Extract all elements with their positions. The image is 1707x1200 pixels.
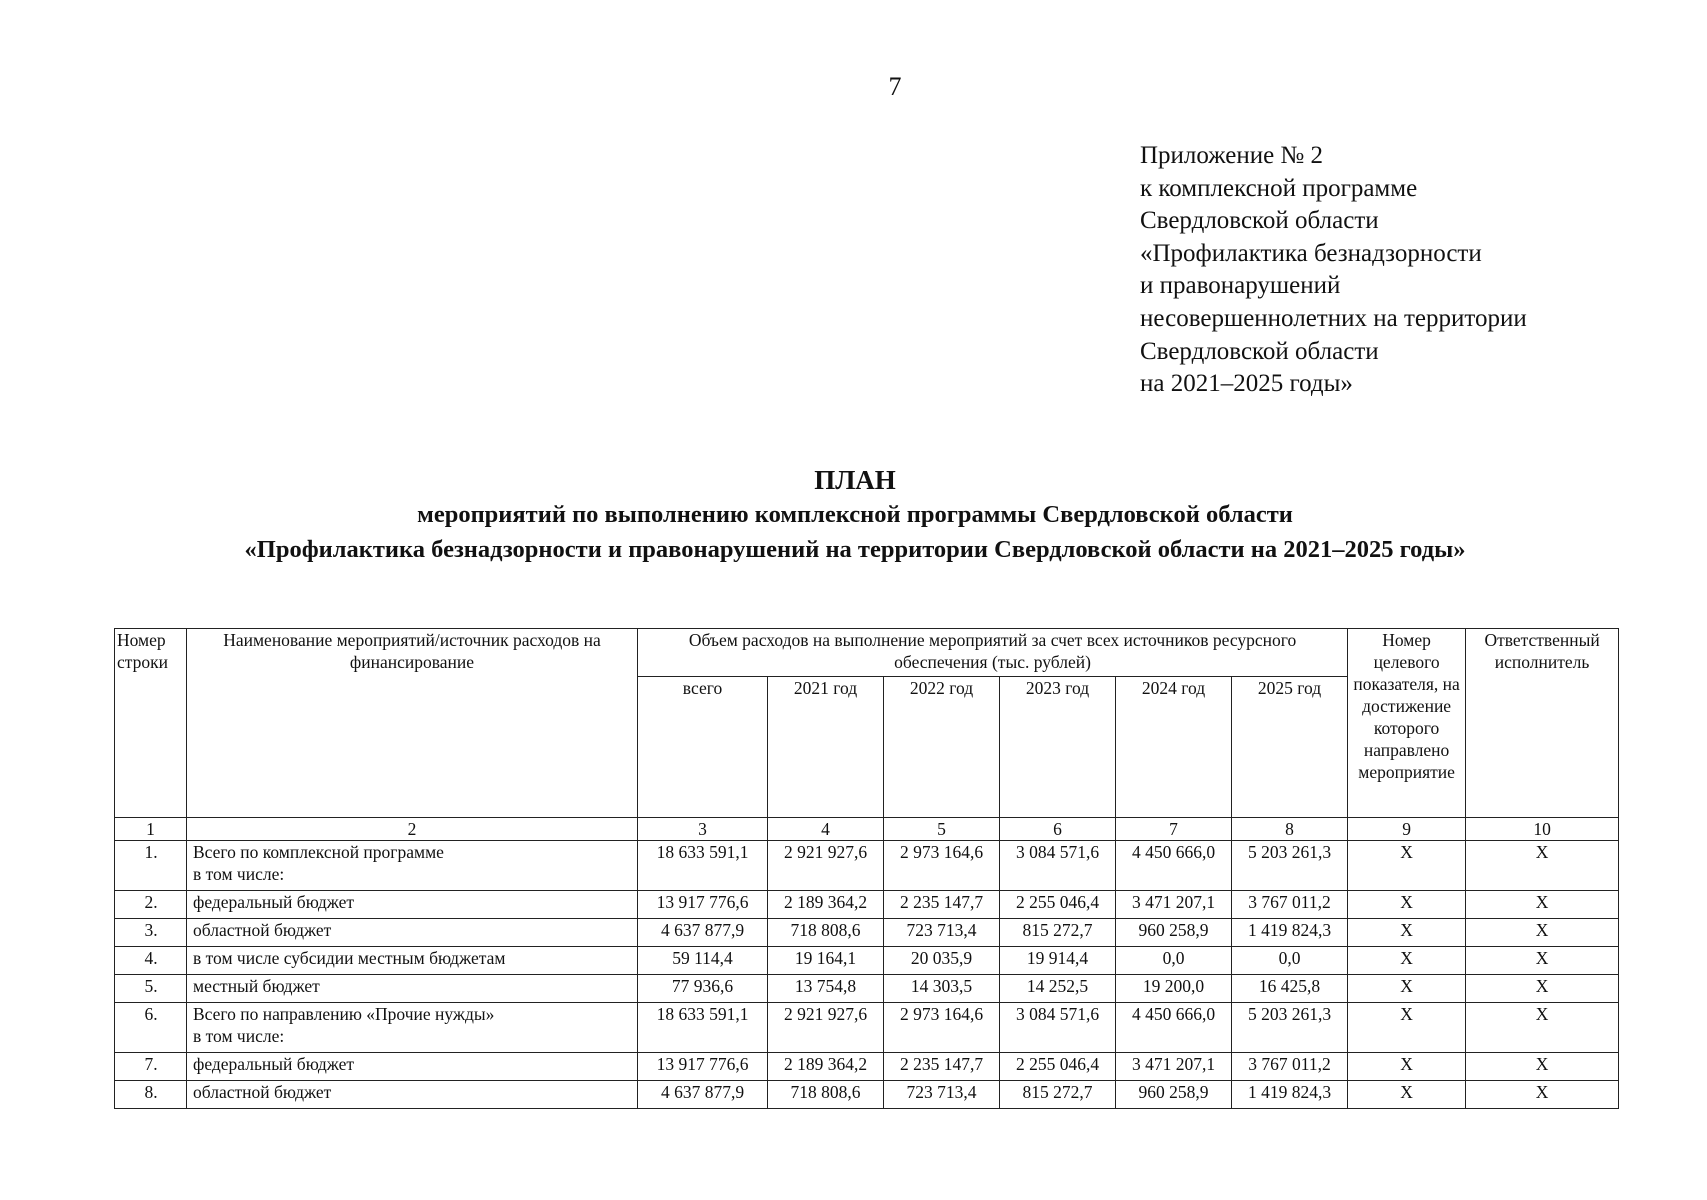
cell-y2025: 3 767 011,2	[1232, 891, 1348, 919]
column-number-row	[115, 818, 1619, 841]
cell-y2025: 0,0	[1232, 947, 1348, 975]
cell-y2025: 5 203 261,3	[1232, 1003, 1348, 1053]
cell-executor: X	[1466, 841, 1619, 891]
cell-name	[187, 891, 638, 919]
cell-name-text: Всего по направлению «Прочие нужды»	[193, 1004, 495, 1024]
table-row	[115, 891, 1619, 919]
cell-y2024: 4 450 666,0	[1116, 1003, 1232, 1053]
document-title	[0, 463, 1707, 567]
cell-name-text: местный бюджет	[193, 976, 320, 996]
cell-name-text: областной бюджет	[193, 920, 332, 940]
title-main: ПЛАН	[814, 465, 896, 495]
header-year-2025: 2025 год	[1232, 677, 1348, 818]
cell-indicator: X	[1348, 1053, 1466, 1081]
cell-y2023: 2 255 046,4	[1000, 891, 1116, 919]
table-row	[115, 975, 1619, 1003]
appendix-line: к комплексной программе	[1140, 174, 1418, 202]
column-number: 3	[638, 818, 768, 841]
cell-y2023: 815 272,7	[1000, 919, 1116, 947]
cell-name-subtext: в том числе:	[193, 864, 285, 884]
cell-total: 13 917 776,6	[638, 891, 768, 919]
page-number: 7	[888, 72, 902, 101]
cell-y2022: 2 235 147,7	[884, 1053, 1000, 1081]
header-name: Наименование мероприятий/источник расходов на финансирование	[187, 629, 638, 818]
column-number: 10	[1466, 818, 1619, 841]
header-volume: Объем расходов на выполнение мероприятий за счет всех источников ресурсного обеспечения (тыс. рублей)	[638, 629, 1348, 677]
cell-total: 4 637 877,9	[638, 919, 768, 947]
cell-executor: X	[1466, 919, 1619, 947]
appendix-line: Приложение № 2	[1140, 142, 1324, 169]
cell-y2021: 2 921 927,6	[768, 841, 884, 891]
header-indicator: Номер целевого показателя, на достижение которого направлено мероприятие	[1348, 629, 1466, 818]
title-line-1: мероприятий по выполнению комплексной программы Свердловской области	[417, 501, 1293, 528]
table-row	[115, 1053, 1619, 1081]
cell-y2021: 718 808,6	[768, 919, 884, 947]
cell-name-text: областной бюджет	[193, 1082, 332, 1102]
header-total: всего	[638, 677, 768, 818]
cell-y2024: 960 258,9	[1116, 1081, 1232, 1109]
cell-y2023: 2 255 046,4	[1000, 1053, 1116, 1081]
cell-num: 1.	[115, 841, 187, 891]
table-row	[115, 919, 1619, 947]
cell-indicator: X	[1348, 841, 1466, 891]
cell-y2022: 14 303,5	[884, 975, 1000, 1003]
cell-y2023: 19 914,4	[1000, 947, 1116, 975]
cell-y2022: 2 235 147,7	[884, 891, 1000, 919]
cell-indicator: X	[1348, 919, 1466, 947]
cell-executor: X	[1466, 1053, 1619, 1081]
cell-y2023: 3 084 571,6	[1000, 841, 1116, 891]
cell-name-text: Всего по комплексной программе	[193, 842, 444, 862]
cell-y2024: 3 471 207,1	[1116, 1053, 1232, 1081]
cell-y2021: 2 921 927,6	[768, 1003, 884, 1053]
appendix-line: Свердловской области	[1140, 337, 1379, 365]
cell-total: 4 637 877,9	[638, 1081, 768, 1109]
appendix-line: и правонарушений	[1140, 272, 1341, 300]
column-number: 2	[187, 818, 638, 841]
cell-y2024: 3 471 207,1	[1116, 891, 1232, 919]
cell-num: 7.	[115, 1053, 187, 1081]
cell-name-text: в том числе субсидии местным бюджетам	[193, 948, 506, 968]
cell-num: 2.	[115, 891, 187, 919]
cell-executor: X	[1466, 975, 1619, 1003]
cell-executor: X	[1466, 947, 1619, 975]
cell-name-text: федеральный бюджет	[193, 892, 355, 912]
appendix-line: на 2021–2025 годы»	[1140, 370, 1353, 398]
header-year-2023: 2023 год	[1000, 677, 1116, 818]
column-number: 1	[115, 818, 187, 841]
cell-y2025: 1 419 824,3	[1232, 919, 1348, 947]
cell-name	[187, 1053, 638, 1081]
cell-name	[187, 919, 638, 947]
cell-y2024: 960 258,9	[1116, 919, 1232, 947]
header-year-2022: 2022 год	[884, 677, 1000, 818]
cell-y2021: 718 808,6	[768, 1081, 884, 1109]
cell-indicator: X	[1348, 891, 1466, 919]
header-year-2021: 2021 год	[768, 677, 884, 818]
cell-y2022: 20 035,9	[884, 947, 1000, 975]
cell-y2022: 2 973 164,6	[884, 1003, 1000, 1053]
table-row	[115, 1003, 1619, 1053]
column-number: 5	[884, 818, 1000, 841]
cell-num: 3.	[115, 919, 187, 947]
cell-y2024: 19 200,0	[1116, 975, 1232, 1003]
cell-num: 8.	[115, 1081, 187, 1109]
cell-indicator: X	[1348, 947, 1466, 975]
column-number: 9	[1348, 818, 1466, 841]
cell-name	[187, 947, 638, 975]
cell-executor: X	[1466, 1003, 1619, 1053]
cell-y2021: 2 189 364,2	[768, 1053, 884, 1081]
cell-y2022: 2 973 164,6	[884, 841, 1000, 891]
header-executor: Ответственный исполнитель	[1466, 629, 1619, 818]
cell-y2023: 14 252,5	[1000, 975, 1116, 1003]
table-row	[115, 1081, 1619, 1109]
cell-y2025: 3 767 011,2	[1232, 1053, 1348, 1081]
cell-name	[187, 841, 638, 891]
cell-y2021: 2 189 364,2	[768, 891, 884, 919]
cell-y2021: 13 754,8	[768, 975, 884, 1003]
cell-num: 6.	[115, 1003, 187, 1053]
cell-name	[187, 975, 638, 1003]
cell-name-subtext: в том числе:	[193, 1026, 285, 1046]
cell-indicator: X	[1348, 1003, 1466, 1053]
cell-executor: X	[1466, 1081, 1619, 1109]
cell-name	[187, 1003, 638, 1053]
cell-y2022: 723 713,4	[884, 1081, 1000, 1109]
cell-name-text: федеральный бюджет	[193, 1054, 355, 1074]
appendix-line: «Профилактика безнадзорности	[1140, 239, 1482, 267]
cell-executor: X	[1466, 891, 1619, 919]
appendix-block	[1140, 140, 1527, 401]
cell-name	[187, 1081, 638, 1109]
title-line-2: «Профилактика безнадзорности и правонарушений на территории Свердловской области на 2021–2025 годы»	[244, 536, 1466, 563]
cell-y2022: 723 713,4	[884, 919, 1000, 947]
header-year-2024: 2024 год	[1116, 677, 1232, 818]
cell-indicator: X	[1348, 975, 1466, 1003]
cell-y2021: 19 164,1	[768, 947, 884, 975]
cell-num: 5.	[115, 975, 187, 1003]
cell-y2024: 0,0	[1116, 947, 1232, 975]
cell-y2023: 815 272,7	[1000, 1081, 1116, 1109]
cell-y2025: 1 419 824,3	[1232, 1081, 1348, 1109]
cell-y2023: 3 084 571,6	[1000, 1003, 1116, 1053]
cell-total: 18 633 591,1	[638, 841, 768, 891]
table-row	[115, 947, 1619, 975]
cell-y2024: 4 450 666,0	[1116, 841, 1232, 891]
header-row-number: Номер строки	[115, 629, 187, 818]
cell-total: 13 917 776,6	[638, 1053, 768, 1081]
column-number: 4	[768, 818, 884, 841]
header-row	[115, 629, 1619, 677]
plan-table	[114, 628, 1619, 1109]
column-number: 6	[1000, 818, 1116, 841]
cell-total: 59 114,4	[638, 947, 768, 975]
appendix-line: несовершеннолетних на территории	[1140, 304, 1527, 332]
cell-indicator: X	[1348, 1081, 1466, 1109]
cell-total: 77 936,6	[638, 975, 768, 1003]
cell-y2025: 5 203 261,3	[1232, 841, 1348, 891]
cell-total: 18 633 591,1	[638, 1003, 768, 1053]
cell-num: 4.	[115, 947, 187, 975]
cell-y2025: 16 425,8	[1232, 975, 1348, 1003]
appendix-line: Свердловской области	[1140, 207, 1379, 235]
table-row	[115, 841, 1619, 891]
column-number: 7	[1116, 818, 1232, 841]
column-number: 8	[1232, 818, 1348, 841]
